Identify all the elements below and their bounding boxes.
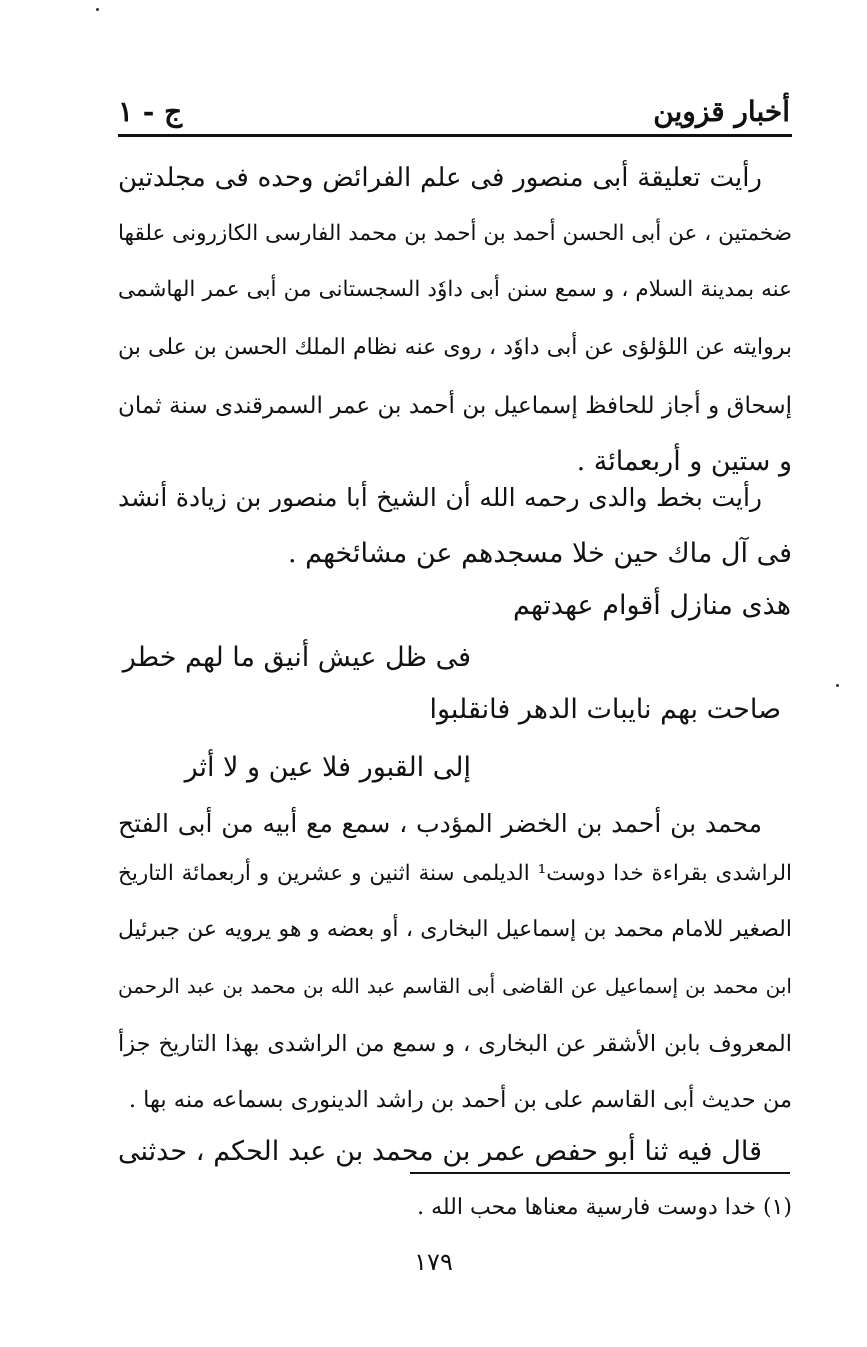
text-line: المعروف بابن الأشقر عن البخارى ، و سمع من الراشدى بهذا التاريخ جزأ [118, 1031, 792, 1057]
speck [836, 684, 839, 687]
header-rule [118, 134, 792, 137]
text-line: محمد بن أحمد بن الخضر المؤدب ، سمع مع أبيه من أبى الفتح [118, 809, 762, 838]
text-line: رأيت تعليقة أبى منصور فى علم الفرائض وحده فى مجلدتين [118, 163, 762, 193]
footnote-rule [410, 1172, 790, 1174]
text-line: ابن محمد بن إسماعيل عن القاضى أبى القاسم عبد الله بن محمد بن عبد الرحمن [118, 974, 792, 998]
poem-verse-3: صاحت بهم نايبات الدهر فانقلبوا [429, 694, 781, 725]
running-header [118, 92, 790, 132]
text-line: و ستين و أربعمائة . [576, 446, 792, 477]
footnote: (١) خدا دوست فارسية معناها محب الله . [417, 1195, 792, 1220]
text-line: الصغير للامام محمد بن إسماعيل البخارى ، أو بعضه و هو يرويه عن جبرئيل [118, 917, 792, 942]
volume-marker: ج - ١ [118, 95, 183, 128]
poem-verse-1: هذى منازل أقوام عهدتهم [512, 590, 791, 621]
text-line: إسحاق و أجاز للحافظ إسماعيل بن أحمد بن عمر السمرقندى سنة ثمان [118, 393, 792, 419]
text-line: رأيت بخط والدى رحمه الله أن الشيخ أبا منصور بن زيادة أنشد [118, 483, 762, 512]
page-number: ١٧٩ [414, 1248, 453, 1276]
text-line: ضخمتين ، عن أبى الحسن أحمد بن أحمد بن محمد الفارسى الكازرونى علقها [118, 221, 792, 246]
speck [96, 8, 99, 11]
text-line: من حديث أبى القاسم على بن أحمد بن راشد الدينورى بسماعه منه بها . [128, 1087, 792, 1113]
text-line: الراشدى بقراءة خدا دوست¹ الديلمى سنة اثنين و عشرين و أربعمائة التاريخ [118, 861, 792, 886]
text-line: عنه بمدينة السلام ، و سمع سنن أبى داوٗد السجستانى من أبى عمر الهاشمى [118, 277, 792, 302]
poem-verse-2: فى ظل عيش أنيق ما لهم خطر [122, 642, 471, 673]
running-title: أخبار قزوين [653, 95, 790, 128]
text-line: قال فيه ثنا أبو حفص عمر بن محمد بن عبد الحكم ، حدثنى [118, 1136, 762, 1167]
poem-verse-4: إلى القبور فلا عين و لا أثر [184, 752, 471, 783]
text-line: بروايته عن اللؤلؤى عن أبى داوٗد ، روى عنه نظام الملك الحسن بن على بن [118, 335, 792, 360]
text-line: فى آل ماك حين خلا مسجدهم عن مشائخهم . [287, 538, 792, 569]
